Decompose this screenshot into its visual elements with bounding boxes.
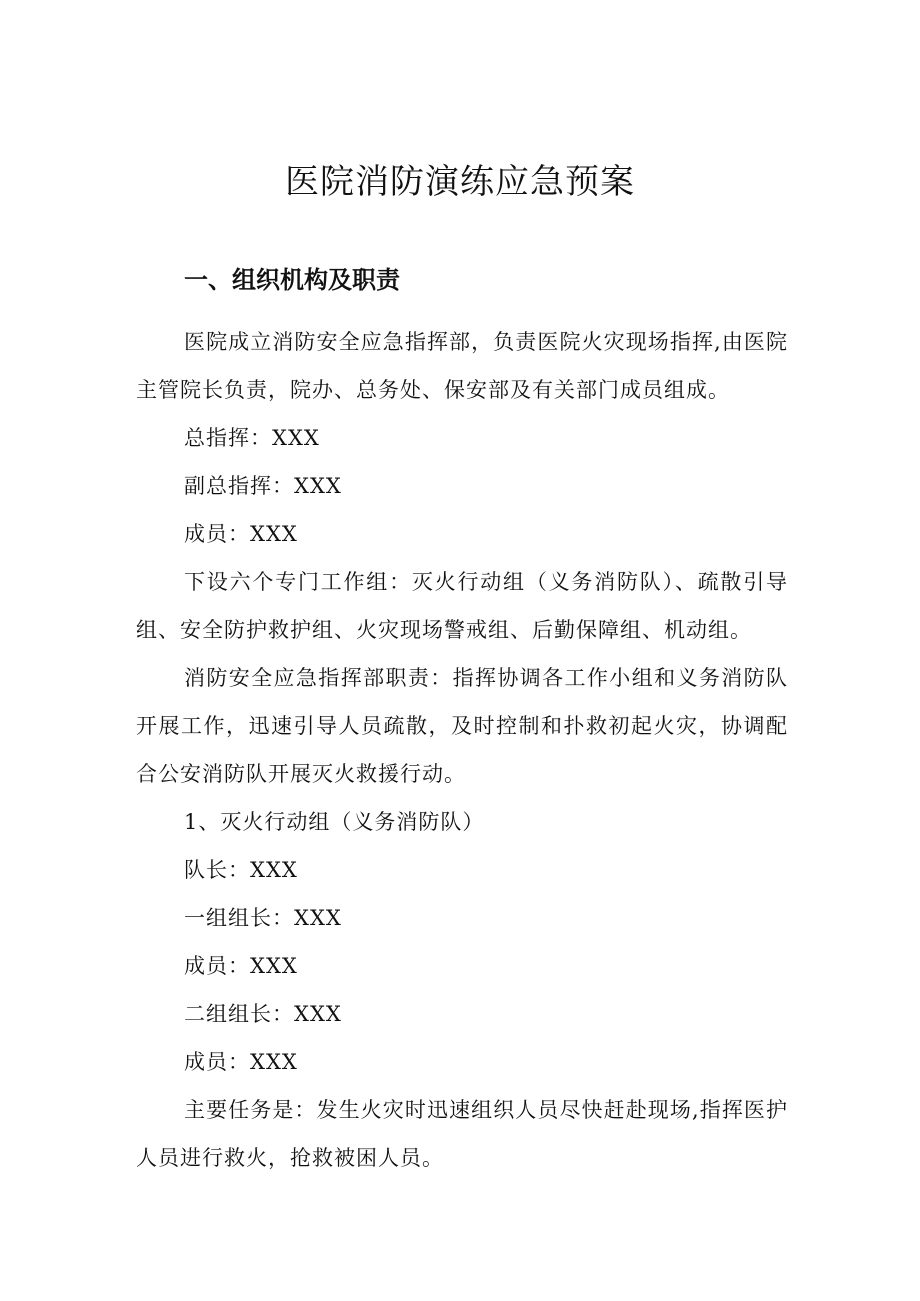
paragraph-deputy-commander: 副总指挥：XXX: [184, 474, 342, 498]
document-body: [136, 258, 788, 1182]
paragraph-firefighting-group: 1、灭火行动组（义务消防队）: [184, 810, 485, 834]
paragraph-members: 成员：XXX: [184, 522, 298, 546]
paragraph-group-two-leader: 二组组长：XXX: [184, 1002, 342, 1026]
paragraph-commander: 总指挥：XXX: [184, 426, 320, 450]
paragraph-team-leader: 队长：XXX: [184, 858, 298, 882]
paragraph-main-tasks: 主要任务是：发生火灾时迅速组织人员尽快赶赴现场,指挥医护人员进行救火，抢救被困人员。: [136, 1098, 788, 1170]
paragraph-group-one-members: 成员：XXX: [184, 954, 298, 978]
section-heading: 一、组织机构及职责: [184, 266, 400, 294]
paragraph-command-center: 医院成立消防安全应急指挥部，负责医院火灾现场指挥,由医院主管院长负责，院办、总务处、保安部及有关部门成员组成。: [136, 330, 788, 402]
paragraph-group-two-members: 成员：XXX: [184, 1050, 298, 1074]
paragraph-work-groups: 下设六个专门工作组：灭火行动组（义务消防队）、疏散引导组、安全防护救护组、火灾现场警戒组、后勤保障组、机动组。: [136, 570, 788, 642]
paragraph-group-one-leader: 一组组长：XXX: [184, 906, 342, 930]
paragraph-command-duties: 消防安全应急指挥部职责：指挥协调各工作小组和义务消防队开展工作，迅速引导人员疏散，及时控制和扑救初起火灾，协调配合公安消防队开展灭火救援行动。: [136, 666, 788, 786]
document-title: 医院消防演练应急预案: [285, 162, 635, 202]
